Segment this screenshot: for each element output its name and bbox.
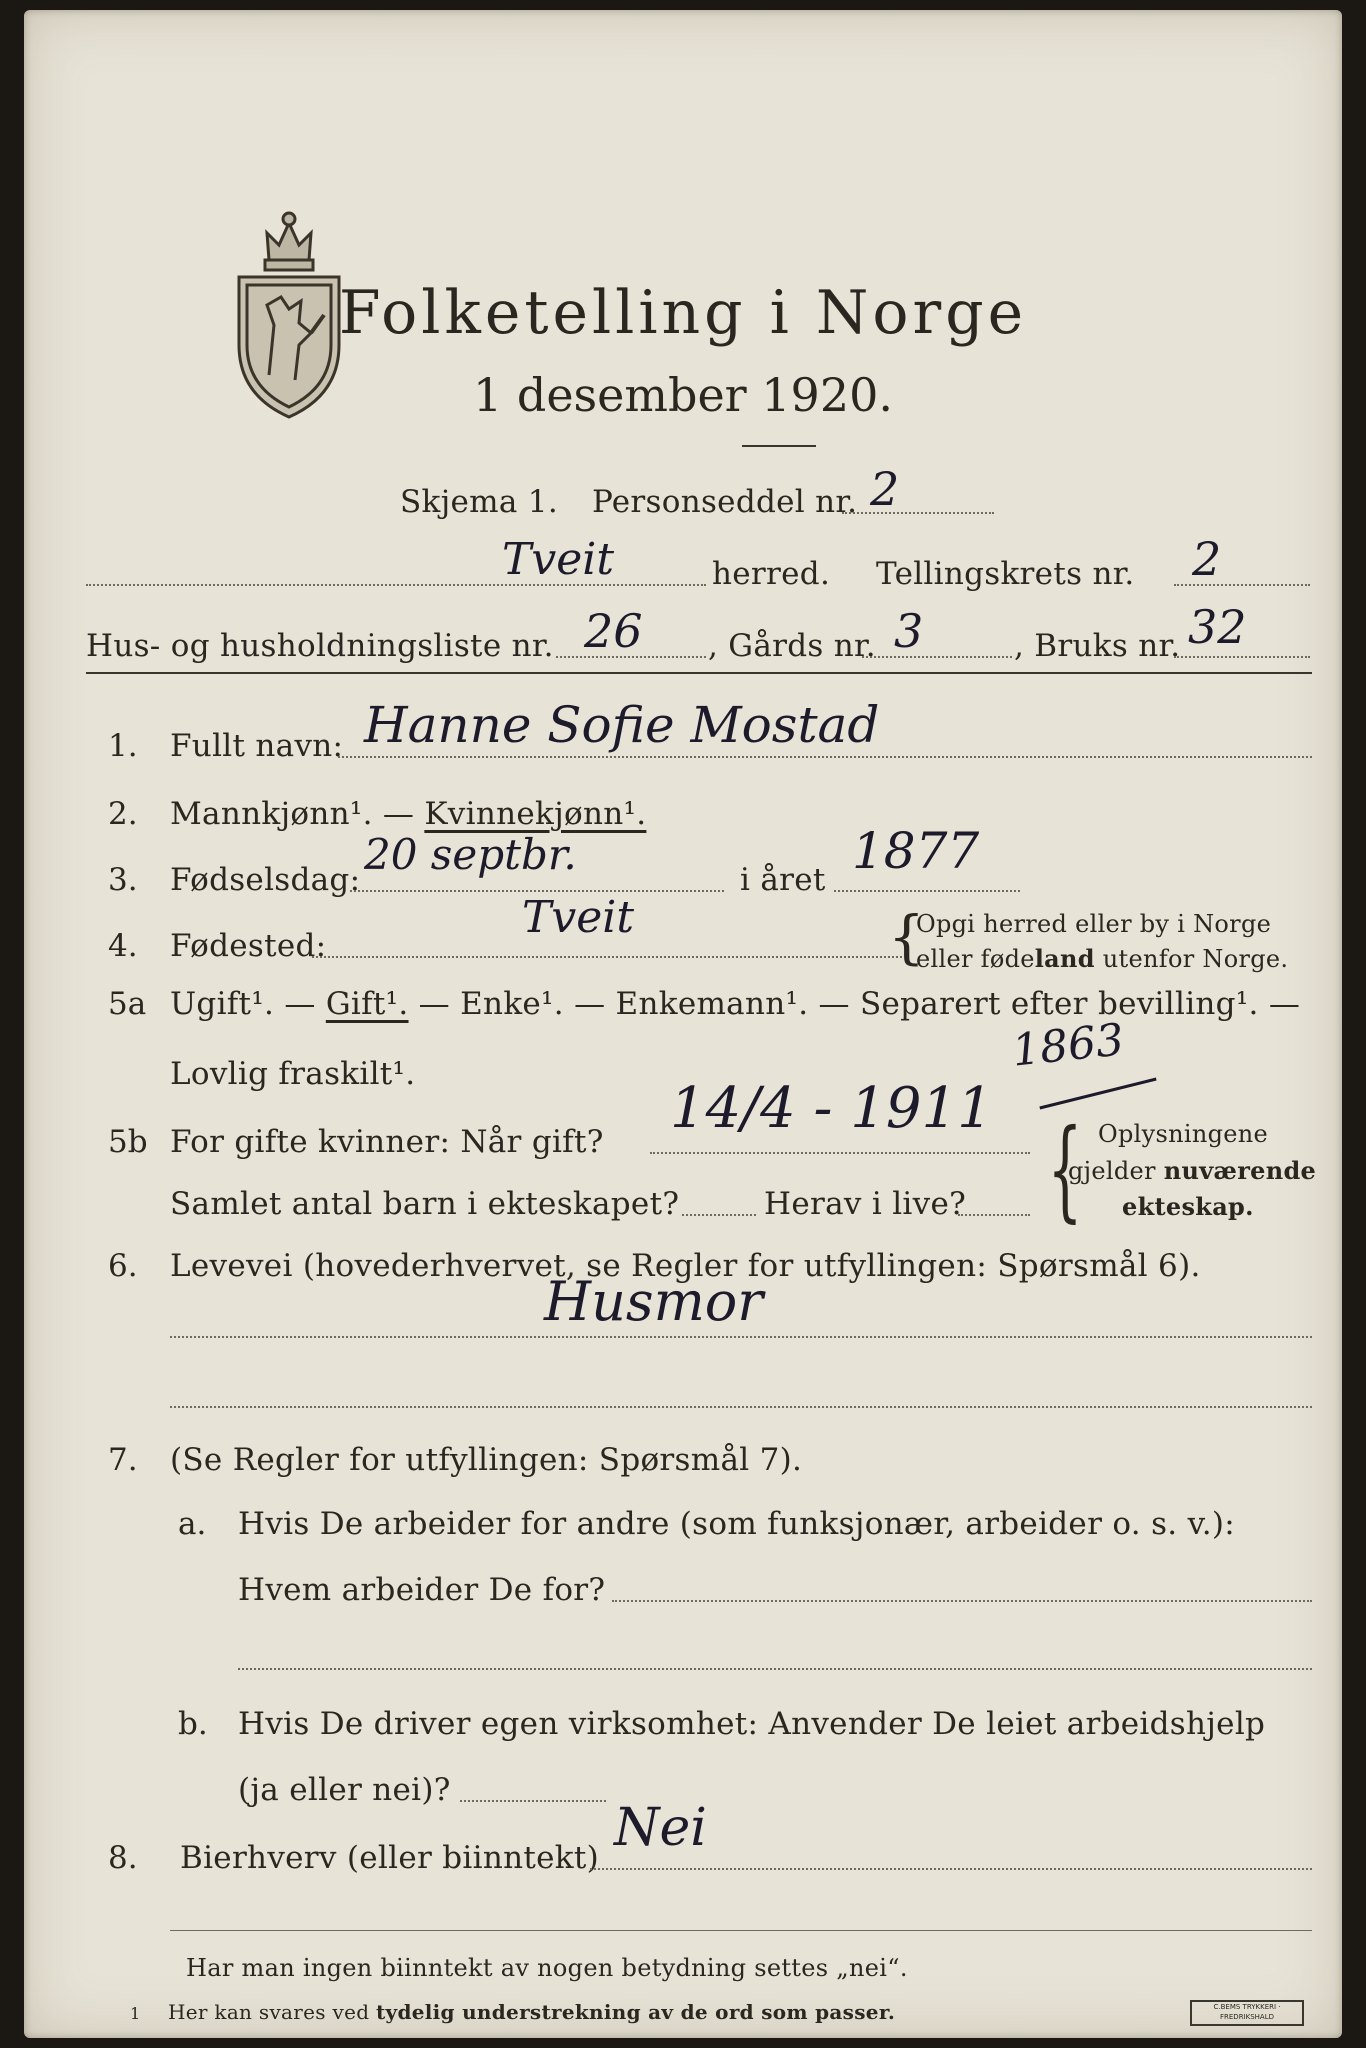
personseddel-label: Personseddel nr. bbox=[592, 484, 858, 520]
skjema-label: Skjema 1. bbox=[400, 484, 558, 520]
q5b-brace: { bbox=[1047, 1105, 1083, 1233]
q5b-label: For gifte kvinner: Når gift? bbox=[170, 1124, 604, 1160]
header-rule bbox=[86, 672, 1312, 674]
title-divider bbox=[742, 445, 816, 447]
birthplace-value[interactable]: Tveit bbox=[522, 892, 634, 943]
q1-number: 1. bbox=[108, 728, 138, 764]
q7-label: (Se Regler for utfyllingen: Spørsmål 7). bbox=[170, 1442, 803, 1478]
q4-brace: { bbox=[888, 903, 925, 971]
side-income-value[interactable]: Nei bbox=[614, 1798, 707, 1858]
other-status-options[interactable]: — Enke¹. — Enkemann¹. — Separert efter bevilling¹. — bbox=[408, 986, 1301, 1022]
q7b-label: Hvis De driver egen virksomhet: Anvender De leiet arbeidshjelp bbox=[238, 1706, 1266, 1742]
q8-label: Bierhverv (eller biinntekt) bbox=[180, 1840, 600, 1876]
birthday-value[interactable]: 20 septbr. bbox=[364, 830, 577, 879]
q5a-options: Ugift¹. — Gift¹. — Enke¹. — Enkemann¹. — Separert efter bevilling¹. — bbox=[170, 986, 1301, 1022]
q4-label: Fødested: bbox=[170, 928, 327, 964]
q5b-note3: ekteskap. bbox=[1122, 1192, 1254, 1221]
q2-number: 2. bbox=[108, 796, 138, 832]
q4-note-line2: eller fødeland utenfor Norge. bbox=[916, 944, 1289, 973]
q5a-number: 5a bbox=[108, 986, 147, 1022]
footer-rule bbox=[170, 1930, 1312, 1931]
q8-number: 8. bbox=[108, 1840, 138, 1876]
q4-number: 4. bbox=[108, 928, 138, 964]
footnote-text: Her kan svares ved tydelig understrekning av de ord som passer. bbox=[168, 2000, 896, 2024]
bruks-line bbox=[1174, 656, 1310, 658]
printer-stamp: C.BEMS TRYKKERI · FREDRIKSHALD bbox=[1190, 2000, 1304, 2026]
q3-year-label: i året bbox=[740, 862, 826, 898]
q7b-letter: b. bbox=[178, 1706, 208, 1742]
q2-sex bbox=[170, 796, 646, 832]
q5b-children-label: Samlet antal barn i ekteskapet? bbox=[170, 1186, 680, 1222]
q3-label: Fødselsdag: bbox=[170, 862, 361, 898]
q6-line2 bbox=[170, 1406, 1312, 1408]
q7a-line2[interactable] bbox=[238, 1668, 1312, 1670]
q3-number: 3. bbox=[108, 862, 138, 898]
herred-value[interactable]: Tveit bbox=[502, 534, 614, 585]
hus-label: Hus- og husholdningsliste nr. bbox=[86, 628, 554, 664]
q5b-alive-line bbox=[958, 1214, 1030, 1216]
ugift-option[interactable]: Ugift¹. bbox=[170, 986, 275, 1022]
herred-label: herred. bbox=[712, 556, 831, 592]
q4-note-line1: Opgi herred eller by i Norge bbox=[916, 910, 1272, 938]
footer-note: Har man ingen biinntekt av nogen betydning settes „nei“. bbox=[186, 1954, 908, 1982]
q7a-letter: a. bbox=[178, 1506, 207, 1542]
gift-option[interactable]: Gift¹. bbox=[325, 986, 409, 1022]
gards-line bbox=[862, 656, 1012, 658]
census-form-page bbox=[24, 10, 1342, 2038]
q5b-number: 5b bbox=[108, 1124, 148, 1160]
q6-label: Levevei (hovederhvervet, se Regler for utfyllingen: Spørsmål 6). bbox=[170, 1248, 1201, 1284]
q7a-line1[interactable] bbox=[612, 1600, 1312, 1602]
q2-separator: — bbox=[372, 796, 425, 832]
q6-line1 bbox=[170, 1336, 1312, 1338]
personseddel-line bbox=[842, 512, 994, 514]
form-title: Folketelling i Norge bbox=[338, 278, 1028, 348]
q7-number: 7. bbox=[108, 1442, 138, 1478]
bruks-value[interactable]: 32 bbox=[1188, 600, 1247, 654]
q4-line bbox=[312, 956, 902, 958]
birth-year-value[interactable]: 1877 bbox=[852, 822, 980, 880]
q5b-children-line bbox=[682, 1214, 756, 1216]
hus-value[interactable]: 26 bbox=[584, 604, 643, 658]
tellingskrets-value[interactable]: 2 bbox=[1192, 532, 1222, 586]
q7a-question: Hvem arbeider De for? bbox=[238, 1572, 606, 1608]
q8-line bbox=[590, 1868, 1312, 1870]
tellingskrets-label: Tellingskrets nr. bbox=[876, 556, 1135, 592]
full-name-value[interactable]: Hanne Sofie Mostad bbox=[364, 696, 880, 754]
q5a-line2[interactable]: Lovlig fraskilt¹. bbox=[170, 1056, 416, 1092]
marriage-date-value[interactable]: 14/4 - 1911 bbox=[670, 1076, 993, 1141]
q5b-note1: Oplysningene bbox=[1098, 1120, 1269, 1148]
male-option[interactable]: Mannkjønn¹. bbox=[170, 796, 373, 832]
q3-year-line bbox=[834, 890, 1020, 892]
gards-value[interactable]: 3 bbox=[894, 604, 924, 658]
footnote-mark: 1 bbox=[130, 2004, 141, 2023]
margin-annotation-1863: 1863 bbox=[1009, 1014, 1127, 1077]
q6-number: 6. bbox=[108, 1248, 138, 1284]
occupation-value[interactable]: Husmor bbox=[544, 1270, 764, 1333]
q1-label: Fullt navn: bbox=[170, 728, 344, 764]
q7a-label: Hvis De arbeider for andre (som funksjonær, arbeider o. s. v.): bbox=[238, 1506, 1236, 1542]
q1-line bbox=[338, 756, 1312, 758]
census-date: 1 desember 1920. bbox=[473, 368, 893, 422]
q7b-question: (ja eller nei)? bbox=[238, 1772, 451, 1808]
q7b-line[interactable] bbox=[460, 1800, 606, 1802]
bruks-label: , Bruks nr. bbox=[1014, 628, 1181, 664]
female-option[interactable]: Kvinnekjønn¹. bbox=[424, 796, 647, 832]
gards-label: , Gårds nr. bbox=[708, 628, 876, 664]
personseddel-value[interactable]: 2 bbox=[870, 462, 900, 516]
q5b-line bbox=[650, 1152, 1030, 1154]
q5b-alive-label: Herav i live? bbox=[764, 1186, 967, 1222]
q5b-note2: gjelder nuværende bbox=[1068, 1156, 1317, 1185]
